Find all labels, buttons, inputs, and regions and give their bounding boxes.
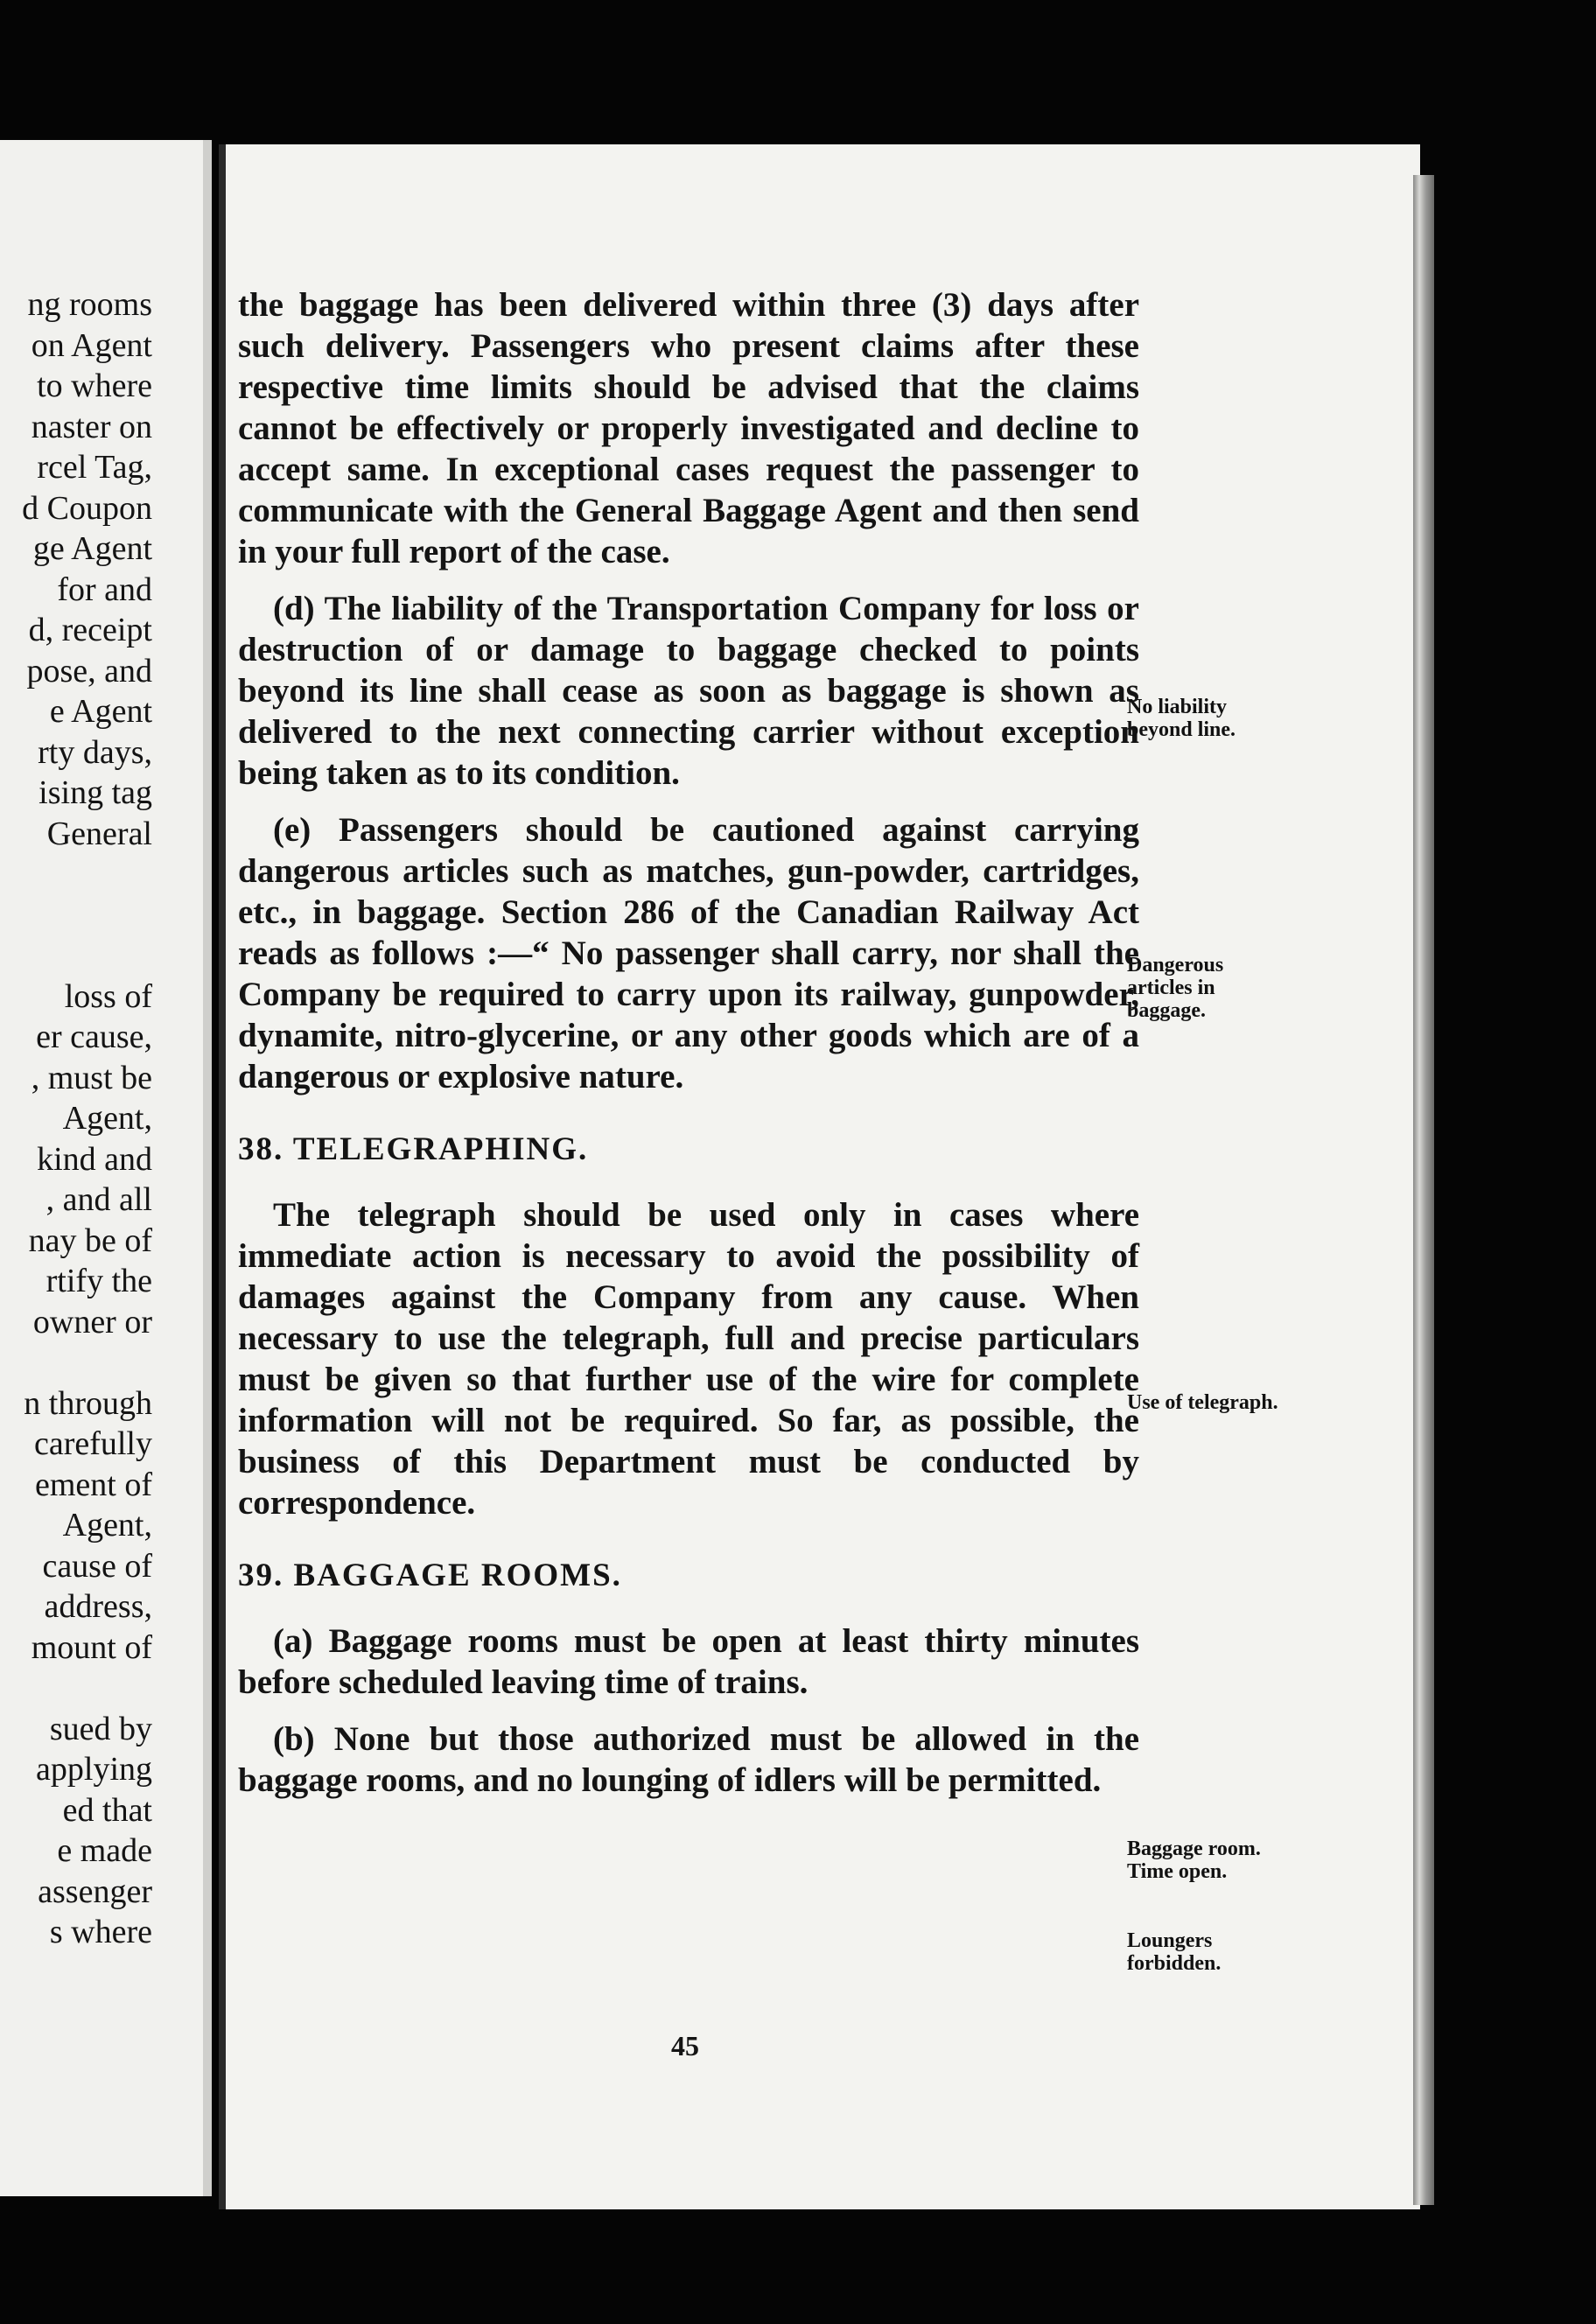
left-page-line: cause of [42,1547,152,1585]
left-page-line: carefully [33,1425,152,1462]
paragraph-39a: (a) Baggage rooms must be open at least thirty minutes before scheduled leaving time of trains. [238,1622,1139,1701]
right-page [219,144,1420,2209]
left-page-line: Agent, [62,1507,152,1544]
left-page-line [22,1342,152,1383]
left-page-line: for and [57,570,152,608]
left-page [0,140,212,2196]
left-page-line: address, [44,1588,152,1625]
paragraph-e: (e) Passengers should be cautioned against carrying dangerous articles such as matches, gun-powder, cartridges, etc., in baggage. Section 286 of the Canadian Railway Act reads as follows :—“ No passenger shall carry, nor shall the Company be required to carry upon its railway, gunpowder, dynamite, nitro-glycerine, or any other goods which are of a dangerous or explosive nature. [238,811,1139,1096]
left-page-line: ement of [34,1466,152,1503]
left-page-line [22,895,152,936]
left-page-line: loss of [64,977,152,1015]
margin-note-baggage-room: Baggage room. Time open. [1127,1838,1261,1883]
left-page-line: , must be [31,1059,152,1096]
page-number: 45 [671,2030,699,2062]
left-page-text-fragments [22,284,152,1953]
left-page-line: rty days, [38,733,152,771]
left-page-line: rcel Tag, [37,449,152,486]
left-page-line [22,935,152,976]
paragraph-continuation: the baggage has been delivered within three (3) days after such delivery. Passengers who present claims after these respective time limits should be advised that the claims cannot be effectively or properly investigated and decline to accept same. In exceptional cases request the passenger to communicate with the General Baggage Agent and then send in your full report of the case. [238,286,1139,570]
left-page-line: , and all [46,1181,152,1218]
left-page-line: sued by [49,1710,152,1747]
left-page-line: ising tag [38,774,152,811]
section-heading-38: 38. TELEGRAPHING. [238,1131,589,1167]
left-page-line: applying [36,1751,152,1788]
left-page-line: assenger [38,1872,152,1910]
left-page-line: rtify the [46,1263,152,1299]
left-page-line: ge Agent [32,530,152,567]
left-page-line: d Coupon [22,489,152,527]
page-body [238,284,1139,1816]
left-page-line: to where [37,368,152,404]
left-page-line: kind and [37,1140,152,1178]
left-page-line: on Agent [31,326,152,364]
left-page-line: ng rooms [27,286,152,323]
left-page-line: d, receipt [28,612,152,648]
left-page-line: mount of [31,1628,152,1666]
left-page-line [22,854,152,895]
margin-note-loungers: Loungers forbidden. [1127,1929,1222,1975]
paragraph-39b: (b) None but those authorized must be allowed in the baggage rooms, and no lounging of idlers will be permitted. [238,1720,1139,1799]
left-page-line: s where [49,1914,152,1950]
left-page-line: Agent, [62,1100,152,1137]
left-page-line: er cause, [36,1018,152,1055]
left-page-line: owner or [32,1303,152,1340]
left-page-line: General [46,815,152,852]
paragraph-d: (d) The liability of the Transportation Company for loss or destruction of or damage to baggage checked to points beyond its line shall cease as soon as baggage is shown as delivered to the next connecting carrier without exception being taken as to its condition. [238,590,1139,792]
left-page-line [22,1668,152,1709]
margin-note-no-liability: No liability beyond line. [1127,696,1236,741]
section-heading-39: 39. BAGGAGE ROOMS. [238,1558,622,1593]
left-page-line: n through [24,1384,152,1422]
left-page-line: pose, and [26,652,152,690]
margin-note-dangerous-articles: Dangerous articles in baggage. [1127,954,1224,1022]
left-page-line: e made [57,1832,152,1869]
margin-note-use-of-telegraph: Use of telegraph. [1127,1391,1278,1414]
left-page-line: nay be of [28,1222,152,1259]
left-page-line: naster on [31,408,152,445]
left-page-line: ed that [62,1791,152,1829]
left-page-line: e Agent [49,693,152,730]
paragraph-38: The telegraph should be used only in cases where immediate action is necessary to avoid the possibility of damages against the Company from any cause. When necessary to use the telegraph, full and precise particulars must be given so that further use of the wire for complete information will not be required. So far, as possible, the business of this Department must be conducted by correspondence. [238,1196,1139,1522]
page-edge [1413,175,1434,2205]
